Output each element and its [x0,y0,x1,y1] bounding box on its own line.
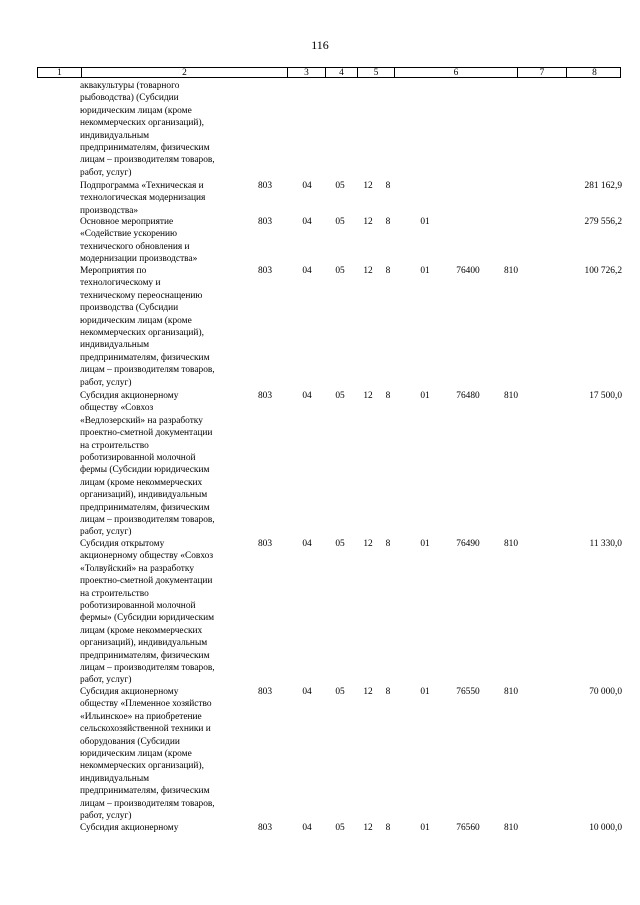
row-code-activity: 01 [420,823,430,833]
row-code-subprogram: 8 [385,539,391,549]
header-col-6: 6 [394,68,517,78]
row-code-subprogram: 8 [385,217,391,227]
row-code-direction: 76490 [456,539,480,549]
row-code-activity: 01 [420,217,430,227]
row-name: аквакультуры (товарного рыбоводства) (Субсидии юридическим лицам (кроме некоммерческих организаций), индивидуальным предпринимателям, физическим лицам – производителям товаров, работ, услуг) [80,81,215,178]
row-code-ministry: 803 [257,391,273,401]
row-amount: 100 726,2 [584,266,622,276]
row-code-section: 04 [302,539,312,549]
header-col-2: 2 [81,68,287,78]
row-code-subsection: 05 [335,217,345,227]
row-code-subsection: 05 [335,823,345,833]
row-amount: 11 330,0 [589,539,622,549]
row-code-program: 12 [363,217,373,227]
row-code-direction: 76480 [456,391,480,401]
row-amount: 17 500,0 [589,391,622,401]
row-code-program: 12 [363,391,373,401]
header-col-4: 4 [325,68,357,78]
row-code-ministry: 803 [257,539,273,549]
row-code-section: 04 [302,217,312,227]
row-code-subsection: 05 [335,266,345,276]
row-amount: 10 000,0 [589,823,622,833]
row-name: Субсидия акционерному обществу «Племенное хозяйство «Ильинское» на приобретение сельскохозяйственной техники и оборудования (Субсидии юридическим лицам (кроме некоммерческих организаций), индивидуальным предпринимателям, физическим лицам – производителям товаров, работ, услуг) [80,687,215,822]
header-col-3: 3 [287,68,325,78]
row-code-subprogram: 8 [385,266,391,276]
row-amount: 70 000,0 [589,687,622,697]
row-code-expense-type: 810 [503,539,519,549]
row-code-subprogram: 8 [385,687,391,697]
row-code-activity: 01 [420,391,430,401]
row-name: Субсидия акционерному обществу «Совхоз «Ведлозерский» на разработку проектно-сметной документации на строительство роботизированной молочной фермы (Субсидии юридическим лицам (кроме некоммерческих организаций), индивидуальным предпринимателям, физическим лицам – производителям товаров, работ, услуг) [80,391,215,538]
row-code-direction: 76550 [456,687,480,697]
header-col-8: 8 [566,68,622,78]
row-code-section: 04 [302,687,312,697]
row-code-direction: 76400 [456,266,480,276]
row-amount: 281 162,9 [584,181,622,191]
row-name: Подпрограмма «Техническая и технологическая модернизация производства» [80,181,206,216]
row-code-subsection: 05 [335,391,345,401]
row-name: Субсидия открытому акционерному обществу «Совхоз «Толвуйский» на разработку проектно-сметной документации на строительство роботизированной молочной фермы» (Субсидии юридическим лицам (кроме некоммерческих организаций), индивидуальным предпринимателям, физическим лицам – производителям товаров, работ, услуг) [80,539,215,686]
row-code-expense-type: 810 [503,391,519,401]
row-code-expense-type: 810 [503,266,519,276]
row-code-subsection: 05 [335,687,345,697]
row-code-subprogram: 8 [385,181,391,191]
row-code-direction: 76560 [456,823,480,833]
row-code-ministry: 803 [257,217,273,227]
row-code-program: 12 [363,823,373,833]
row-code-subsection: 05 [335,539,345,549]
row-code-program: 12 [363,539,373,549]
header-col-1: 1 [57,68,62,78]
row-amount: 279 556,2 [584,217,622,227]
row-name: Основное мероприятие «Содействие ускорению технического обновления и модернизации производства» [80,217,198,265]
row-code-program: 12 [363,266,373,276]
row-code-section: 04 [302,823,312,833]
row-code-section: 04 [302,181,312,191]
row-code-ministry: 803 [257,823,273,833]
row-code-program: 12 [363,181,373,191]
table-header-row [37,67,621,78]
row-code-activity: 01 [420,539,430,549]
row-code-expense-type: 810 [503,687,519,697]
row-code-ministry: 803 [257,687,273,697]
header-col-7: 7 [517,68,566,78]
row-code-subsection: 05 [335,181,345,191]
row-code-subprogram: 8 [385,823,391,833]
row-code-program: 12 [363,687,373,697]
row-code-section: 04 [302,391,312,401]
row-code-ministry: 803 [257,181,273,191]
page-number: 116 [311,38,329,52]
row-code-subprogram: 8 [385,391,391,401]
row-code-expense-type: 810 [503,823,519,833]
row-code-activity: 01 [420,266,430,276]
row-name: Мероприятия по технологическому и техническому переоснащению производства (Субсидии юридическим лицам (кроме некоммерческих организаций), индивидуальным предпринимателям, физическим лицам – производителям товаров, работ, услуг) [80,266,215,388]
header-col-5: 5 [357,68,394,78]
row-code-section: 04 [302,266,312,276]
row-name: Субсидия акционерному [80,823,179,833]
row-code-activity: 01 [420,687,430,697]
row-code-ministry: 803 [257,266,273,276]
